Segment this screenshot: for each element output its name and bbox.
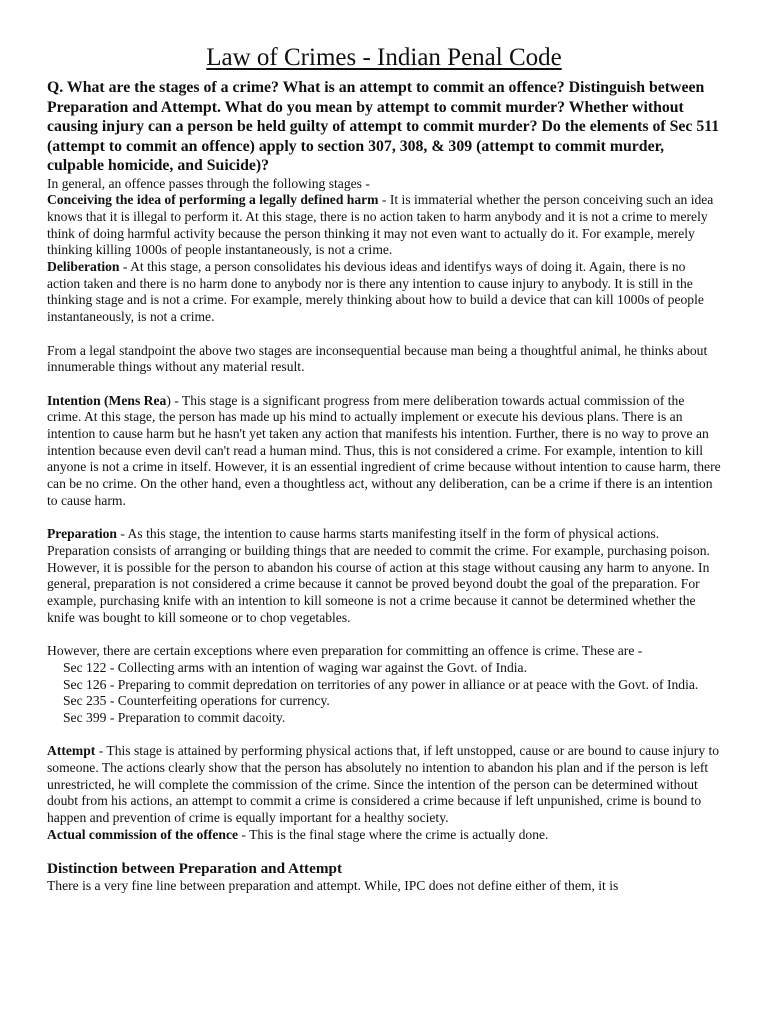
- exception-item: Sec 399 - Preparation to commit dacoity.: [63, 709, 286, 725]
- page-title: Law of Crimes - Indian Penal Code: [206, 44, 562, 71]
- stage-intention-text: ) - This stage is a significant progress from mere deliberation towards actual commission of the crime. At this stage, the person has made up his mind to actually implement or execute his devious plans. There is an intention to cause harm but he hasn't yet taken any action that manifests his intention. Further, there is no way to prove an intention because even devil can't read a human mind. Thus, this is not considered a crime. For example, intention to kill anyone is not a crime in itself. However, it is an essential ingredient of crime because without intention to cause harm, there can be no crime. On the other hand, even a thoughtless act, without any deliberation, can be a crime if there is an intention to cause harm.: [47, 392, 721, 508]
- stage-preparation-term: Preparation: [47, 526, 117, 542]
- stage-deliberation: [47, 259, 721, 326]
- exception-item: Sec 122 - Collecting arms with an intention of waging war against the Govt. of India.: [63, 659, 527, 675]
- stage-conceiving: [47, 192, 721, 259]
- stage-attempt-term: Attempt: [47, 743, 96, 759]
- stage-conceiving-term: Conceiving the idea of performing a legally defined harm: [47, 192, 379, 208]
- exceptions-list: [47, 660, 721, 727]
- exception-item: Sec 235 - Counterfeiting operations for currency.: [63, 693, 330, 709]
- distinction-text: There is a very fine line between preparation and attempt. While, IPC does not define either of them, it is: [47, 878, 619, 894]
- stage-attempt-text: - This stage is attained by performing physical actions that, if left unstopped, cause or are bound to cause injury to someone. The actions clearly show that the person has absolutely no intention to abandon his plan and if the person is left unrestricted, he will complete the commission of the crime. Since the intention of the person can be determined without doubt from his actions, an attempt to commit a crime is considered a crime because if left unpunished, crime is bound to happen and prevention of crime is equally important for a healthy society.: [47, 743, 720, 826]
- stage-preparation-text: - As this stage, the intention to cause harms starts manifesting itself in the form of physical actions. Preparation consists of arranging or building things that are needed to commit the crime. For example, purchasing poison. However, it is possible for the person to abandon his course of action at this stage without causing any harm to anyone. In general, preparation is not considered a crime because it cannot be proved beyond doubt the goal of the preparation. For example, purchasing knife with an intention to kill someone is not a crime because it cannot be determined whether the knife was bought to kill someone or to chop vegetables.: [47, 526, 710, 625]
- stage-intention: [47, 393, 721, 510]
- stage-actual-commission: [47, 827, 721, 844]
- distinction-heading: Distinction between Preparation and Attempt: [47, 860, 343, 878]
- stage-deliberation-text: - At this stage, a person consolidates his devious ideas and identifys ways of doing it. Again, there is no action taken and there is no harm done to anybody nor is there any intention to cause injury to anybody. It is still in the thinking stage and is not a crime. For example, merely thinking about how to build a device that can kill 1000s of people instantaneously, is not a crime.: [47, 259, 704, 325]
- exceptions-intro: However, there are certain exceptions where even preparation for committing an offence is crime. These are -: [47, 643, 643, 659]
- stage-actual-text: - This is the final stage where the crime is actually done.: [238, 826, 549, 842]
- question-text: Q. What are the stages of a crime? What is an attempt to commit an offence? Distinguish between Preparation and Attempt. What do you mean by attempt to commit murder? Whether without causing injury can a person be held guilty of attempt to commit murder? Do the elements of Sec 511 (attempt to commit an offence) apply to section 307, 308, & 309 (attempt to commit murder, culpable homicide, and Suicide)?: [47, 79, 720, 174]
- stage-attempt: [47, 743, 721, 827]
- exception-item: Sec 126 - Preparing to commit depredation on territories of any power in alliance or at peace with the Govt. of India.: [63, 676, 699, 692]
- stage-conceiving-text: - It is immaterial whether the person conceiving such an idea knows that it is illegal to perform it. At this stage, there is no action taken to harm anybody and it is not a crime to merely think of doing harmful activity because the person thinking it may not even want to actually do it. For example, merely thinking killing 1000s of people instantaneously, is not a crime.: [47, 192, 714, 258]
- stage-preparation: [47, 526, 721, 626]
- intro-text: In general, an offence passes through the following stages -: [47, 175, 370, 191]
- stage-deliberation-term: Deliberation: [47, 259, 120, 275]
- legal-standpoint-text: From a legal standpoint the above two stages are inconsequential because man being a thoughtful animal, he thinks about innumerable things without any material result.: [47, 342, 708, 375]
- stage-intention-term: Intention (Mens Rea: [47, 392, 167, 408]
- stage-actual-term: Actual commission of the offence: [47, 826, 239, 842]
